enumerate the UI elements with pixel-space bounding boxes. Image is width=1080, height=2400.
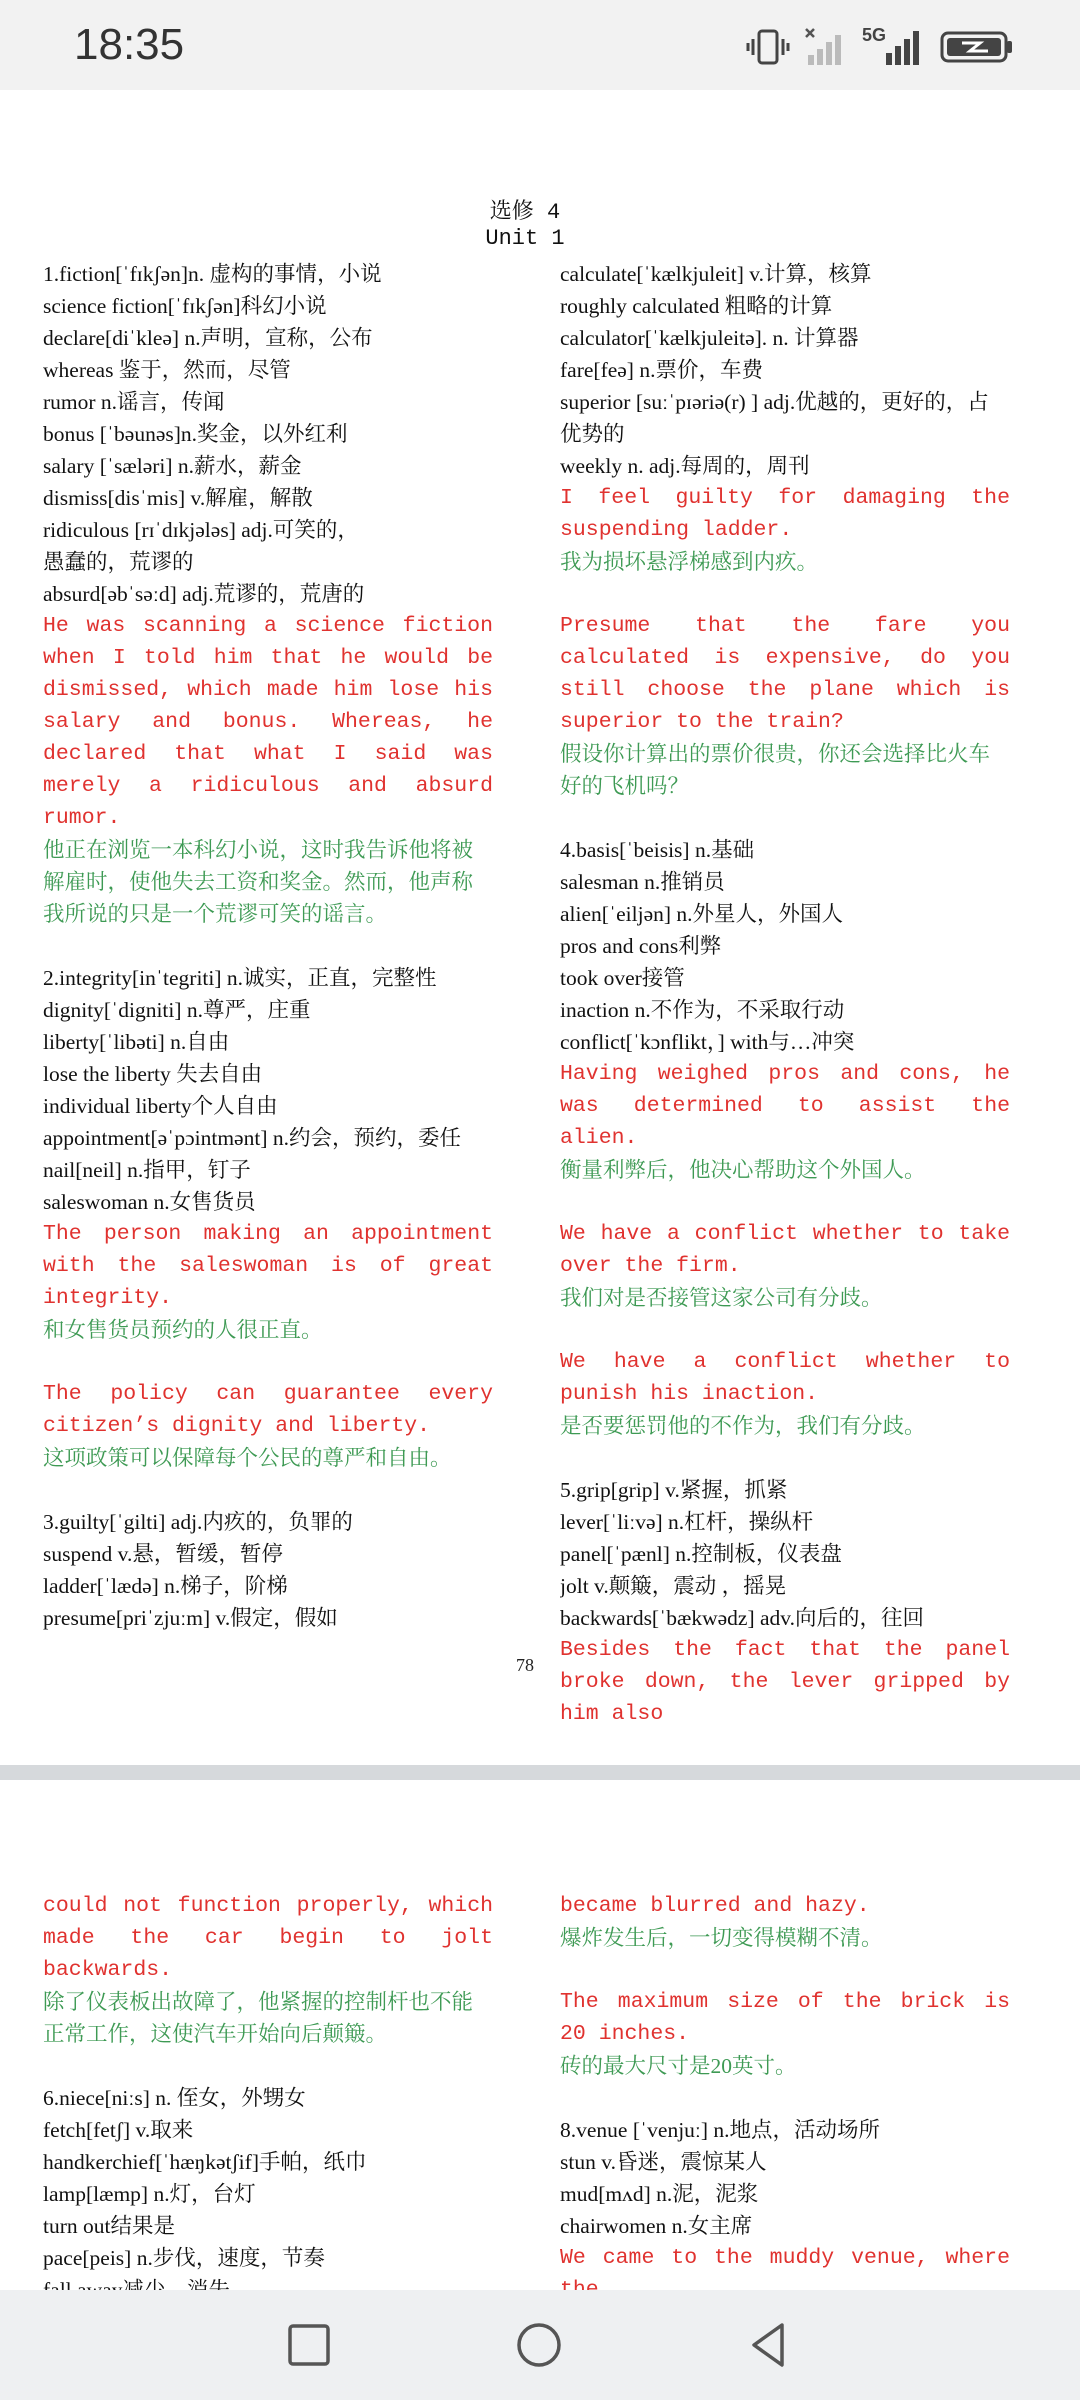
vocab-line: ridiculous [rɪˈdɪkjələs] adj.可笑的， <box>43 518 359 542</box>
chinese-translation: 这项政策可以保障每个公民的尊严和自由。 <box>43 1446 452 1470</box>
back-button[interactable] <box>744 2320 794 2370</box>
vocab-line: alien[ˈeiljən] n.外星人，外国人 <box>560 902 844 926</box>
status-bar <box>0 0 1080 90</box>
chinese-translation: 砖的最大尺寸是20英寸。 <box>560 2054 797 2078</box>
vocab-line: liberty[ˈlibəti] n.自由 <box>43 1030 230 1054</box>
unit-heading-line1: 选修 4 <box>489 200 561 225</box>
spacer <box>43 1346 493 1378</box>
vocab-line: science fiction[ˈfɪkʃən]科幻小说 <box>43 294 327 318</box>
vocab-line: weekly n. adj.每周的，周刊 <box>560 454 810 478</box>
vocab-line: declare[diˈkleə] n.声明，宣称，公布 <box>43 326 373 350</box>
vocab-line: fare[feə] n.票价，车费 <box>560 358 763 382</box>
vocab-line: pros and cons利弊 <box>560 934 722 958</box>
vocab-line: individual liberty个人自由 <box>43 1094 278 1118</box>
vocab-line: turn out结果是 <box>43 2214 175 2238</box>
chinese-translation: 是否要惩罚他的不作为，我们有分歧。 <box>560 1414 926 1438</box>
document-page-2 <box>0 1780 1080 2290</box>
chinese-translation: 我们对是否接管这家公司有分歧。 <box>560 1286 883 1310</box>
vocab-line: calculator[ˈkælkjuleitə]. n. 计算器 <box>560 326 859 350</box>
vocab-line: dismiss[disˈmis] v.解雇，解散 <box>43 486 313 510</box>
vocab-line: appointment[əˈpɔintmənt] n.约会，预约，委任 <box>43 1126 461 1150</box>
english-example: became blurred and hazy. <box>560 1894 870 1918</box>
vocab-line: calculate[ˈkælkjuleit] v.计算，核算 <box>560 262 872 286</box>
page2-left-column <box>43 1890 493 2306</box>
spacer <box>560 1954 1010 1986</box>
page1-left-column <box>43 258 493 1634</box>
vocab-line: salesman n.推销员 <box>560 870 725 894</box>
chinese-translation: 除了仪表板出故障了，他紧握的控制杆也不能正常工作，这使汽车开始向后颠簸。 <box>43 1990 474 2046</box>
spacer <box>43 2050 493 2082</box>
spacer <box>560 2082 1010 2114</box>
vocab-line: roughly calculated 粗略的计算 <box>560 294 833 318</box>
vocab-line: lever[ˈliːvə] n.杠杆，操纵杆 <box>560 1510 814 1534</box>
vocab-line: dignity[ˈdigniti] n.尊严，庄重 <box>43 998 311 1022</box>
english-example: The maximum size of the brick is 20 inches. <box>560 1990 1010 2046</box>
vocab-line: 3.guilty[ˈgilti] adj.内疚的，负罪的 <box>43 1510 353 1534</box>
english-example: Having weighed pros and cons, he was determined to assist the alien. <box>560 1062 1010 1150</box>
no-signal-icon <box>804 27 848 67</box>
page2-right-column <box>560 1890 1010 2306</box>
vocab-line: bonus [ˈbəunəs]n.奖金，以外红利 <box>43 422 348 446</box>
page1-right-column <box>560 258 1010 1730</box>
vocab-line: handkerchief[ˈhæŋkətʃif]手帕，纸巾 <box>43 2150 367 2174</box>
vocab-line: 1.fiction[ˈfɪkʃən]n. 虚构的事情，小说 <box>43 262 382 286</box>
vocab-line: backwards[ˈbækwədz] adv.向后的，往回 <box>560 1606 925 1630</box>
status-time: 18:35 <box>74 20 185 69</box>
vocab-line: 愚蠢的，荒谬的 <box>43 550 194 574</box>
page-separator <box>0 1765 1080 1780</box>
english-example: The person making an appointment with the saleswoman is of great integrity. <box>43 1222 493 1310</box>
english-example: could not function properly, which made the car begin to jolt backwards. <box>43 1894 493 1982</box>
vocab-line: 5.grip[grip] v.紧握，抓紧 <box>560 1478 788 1502</box>
spacer <box>560 578 1010 610</box>
vocab-line: mud[mʌd] n.泥，泥浆 <box>560 2182 759 2206</box>
vocab-line: absurd[əbˈsəːd] adj.荒谬的，荒唐的 <box>43 582 365 606</box>
vocab-line: saleswoman n.女售货员 <box>43 1190 256 1214</box>
recent-apps-button[interactable] <box>284 2320 334 2370</box>
vocab-line: chairwomen n.女主席 <box>560 2214 753 2238</box>
home-button[interactable] <box>514 2320 564 2370</box>
spacer <box>560 802 1010 834</box>
battery-saver-icon <box>940 27 1014 67</box>
vocab-line: 8.venue [ˈvenjuː] n.地点，活动场所 <box>560 2118 881 2142</box>
vocab-line: inaction n.不作为，不采取行动 <box>560 998 845 1022</box>
vocab-line: 6.niece[niːs] n. 侄女，外甥女 <box>43 2086 306 2110</box>
spacer <box>560 1442 1010 1474</box>
english-example: We have a conflict whether to punish his inaction. <box>560 1350 1010 1406</box>
unit-heading-line2: Unit 1 <box>485 226 565 251</box>
vocab-line: superior [suːˈpɪəriə(r) ] adj.优越的，更好的，占优势的 <box>560 390 989 446</box>
vocab-line: presume[priˈzjuːm] v.假定，假如 <box>43 1606 338 1630</box>
vocab-line: fetch[fetʃ] v.取来 <box>43 2118 194 2142</box>
english-example: We came to the muddy venue, where <box>560 2246 1010 2270</box>
english-example: The policy can guarantee every citizen’s dignity and liberty. <box>43 1382 493 1438</box>
document-page-1 <box>0 90 1080 1765</box>
chinese-translation: 假设你计算出的票价很贵，你还会选择比火车好的飞机吗？ <box>560 742 991 798</box>
english-example: We have a conflict whether to take over the firm. <box>560 1222 1010 1278</box>
vocab-line: suspend v.悬，暂缓，暂停 <box>43 1542 283 1566</box>
chinese-translation: 和女售货员预约的人很正直。 <box>43 1318 323 1342</box>
spacer <box>560 1186 1010 1218</box>
status-icons <box>746 24 1014 70</box>
vocab-line: salary [ˈsæləri] n.薪水，薪金 <box>43 454 302 478</box>
english-example: Presume that the fare you calculated is expensive, do you still choose the plane which is superior to the train? <box>560 614 1010 734</box>
chinese-translation: 他正在浏览一本科幻小说，这时我告诉他将被解雇时，使他失去工资和奖金。然而，他声称我所说的只是一个荒谬可笑的谣言。 <box>43 838 474 926</box>
vocab-line: pace[peis] n.步伐，速度，节奏 <box>43 2246 325 2270</box>
vibrate-icon <box>746 27 790 67</box>
english-example: I feel guilty for damaging the suspending ladder. <box>560 486 1010 542</box>
english-example: Besides the fact that the panel broke down, the lever gripped by him also <box>560 1638 1010 1726</box>
vocab-line: rumor n.谣言，传闻 <box>43 390 225 414</box>
vocab-line: whereas 鉴于，然而，尽管 <box>43 358 291 382</box>
chinese-translation: 我为损坏悬浮梯感到内疚。 <box>560 550 819 574</box>
vocab-line: conflict[ˈkɔnflikt，] with与…冲突 <box>560 1030 855 1054</box>
vocab-line: panel[ˈpænl] n.控制板，仪表盘 <box>560 1542 842 1566</box>
vocab-line: jolt v.颠簸，震动 ，摇晃 <box>560 1574 787 1598</box>
vocab-line: 2.integrity[inˈtegriti] n.诚实，正直，完整性 <box>43 966 437 990</box>
vocab-line: ladder[ˈlædə] n.梯子，阶梯 <box>43 1574 288 1598</box>
vocab-line: 4.basis[ˈbeisis] n.基础 <box>560 838 755 862</box>
chinese-translation: 衡量利弊后，他决心帮助这个外国人。 <box>560 1158 926 1182</box>
spacer <box>43 930 493 962</box>
spacer <box>43 1474 493 1506</box>
vocab-line: took over接管 <box>560 966 685 990</box>
page-number: 78 <box>516 1655 534 1675</box>
vocab-line: stun v.昏迷，震惊某人 <box>560 2150 767 2174</box>
signal-5g-icon <box>862 27 926 67</box>
navigation-bar <box>0 2290 1080 2400</box>
spacer <box>560 1314 1010 1346</box>
english-example: He was scanning a science fiction when I told him that he would be dismissed, which made him lose his salary and bonus. Whereas, he declared that what I said was merely a ridiculous and absurd rumor. <box>43 614 493 830</box>
vocab-line: lose the liberty 失去自由 <box>43 1062 263 1086</box>
vocab-line: nail[neil] n.指甲，钉子 <box>43 1158 251 1182</box>
network-type: 5G <box>862 25 887 45</box>
chinese-translation: 爆炸发生后，一切变得模糊不清。 <box>560 1926 883 1950</box>
vocab-line: lamp[læmp] n.灯，台灯 <box>43 2182 256 2206</box>
